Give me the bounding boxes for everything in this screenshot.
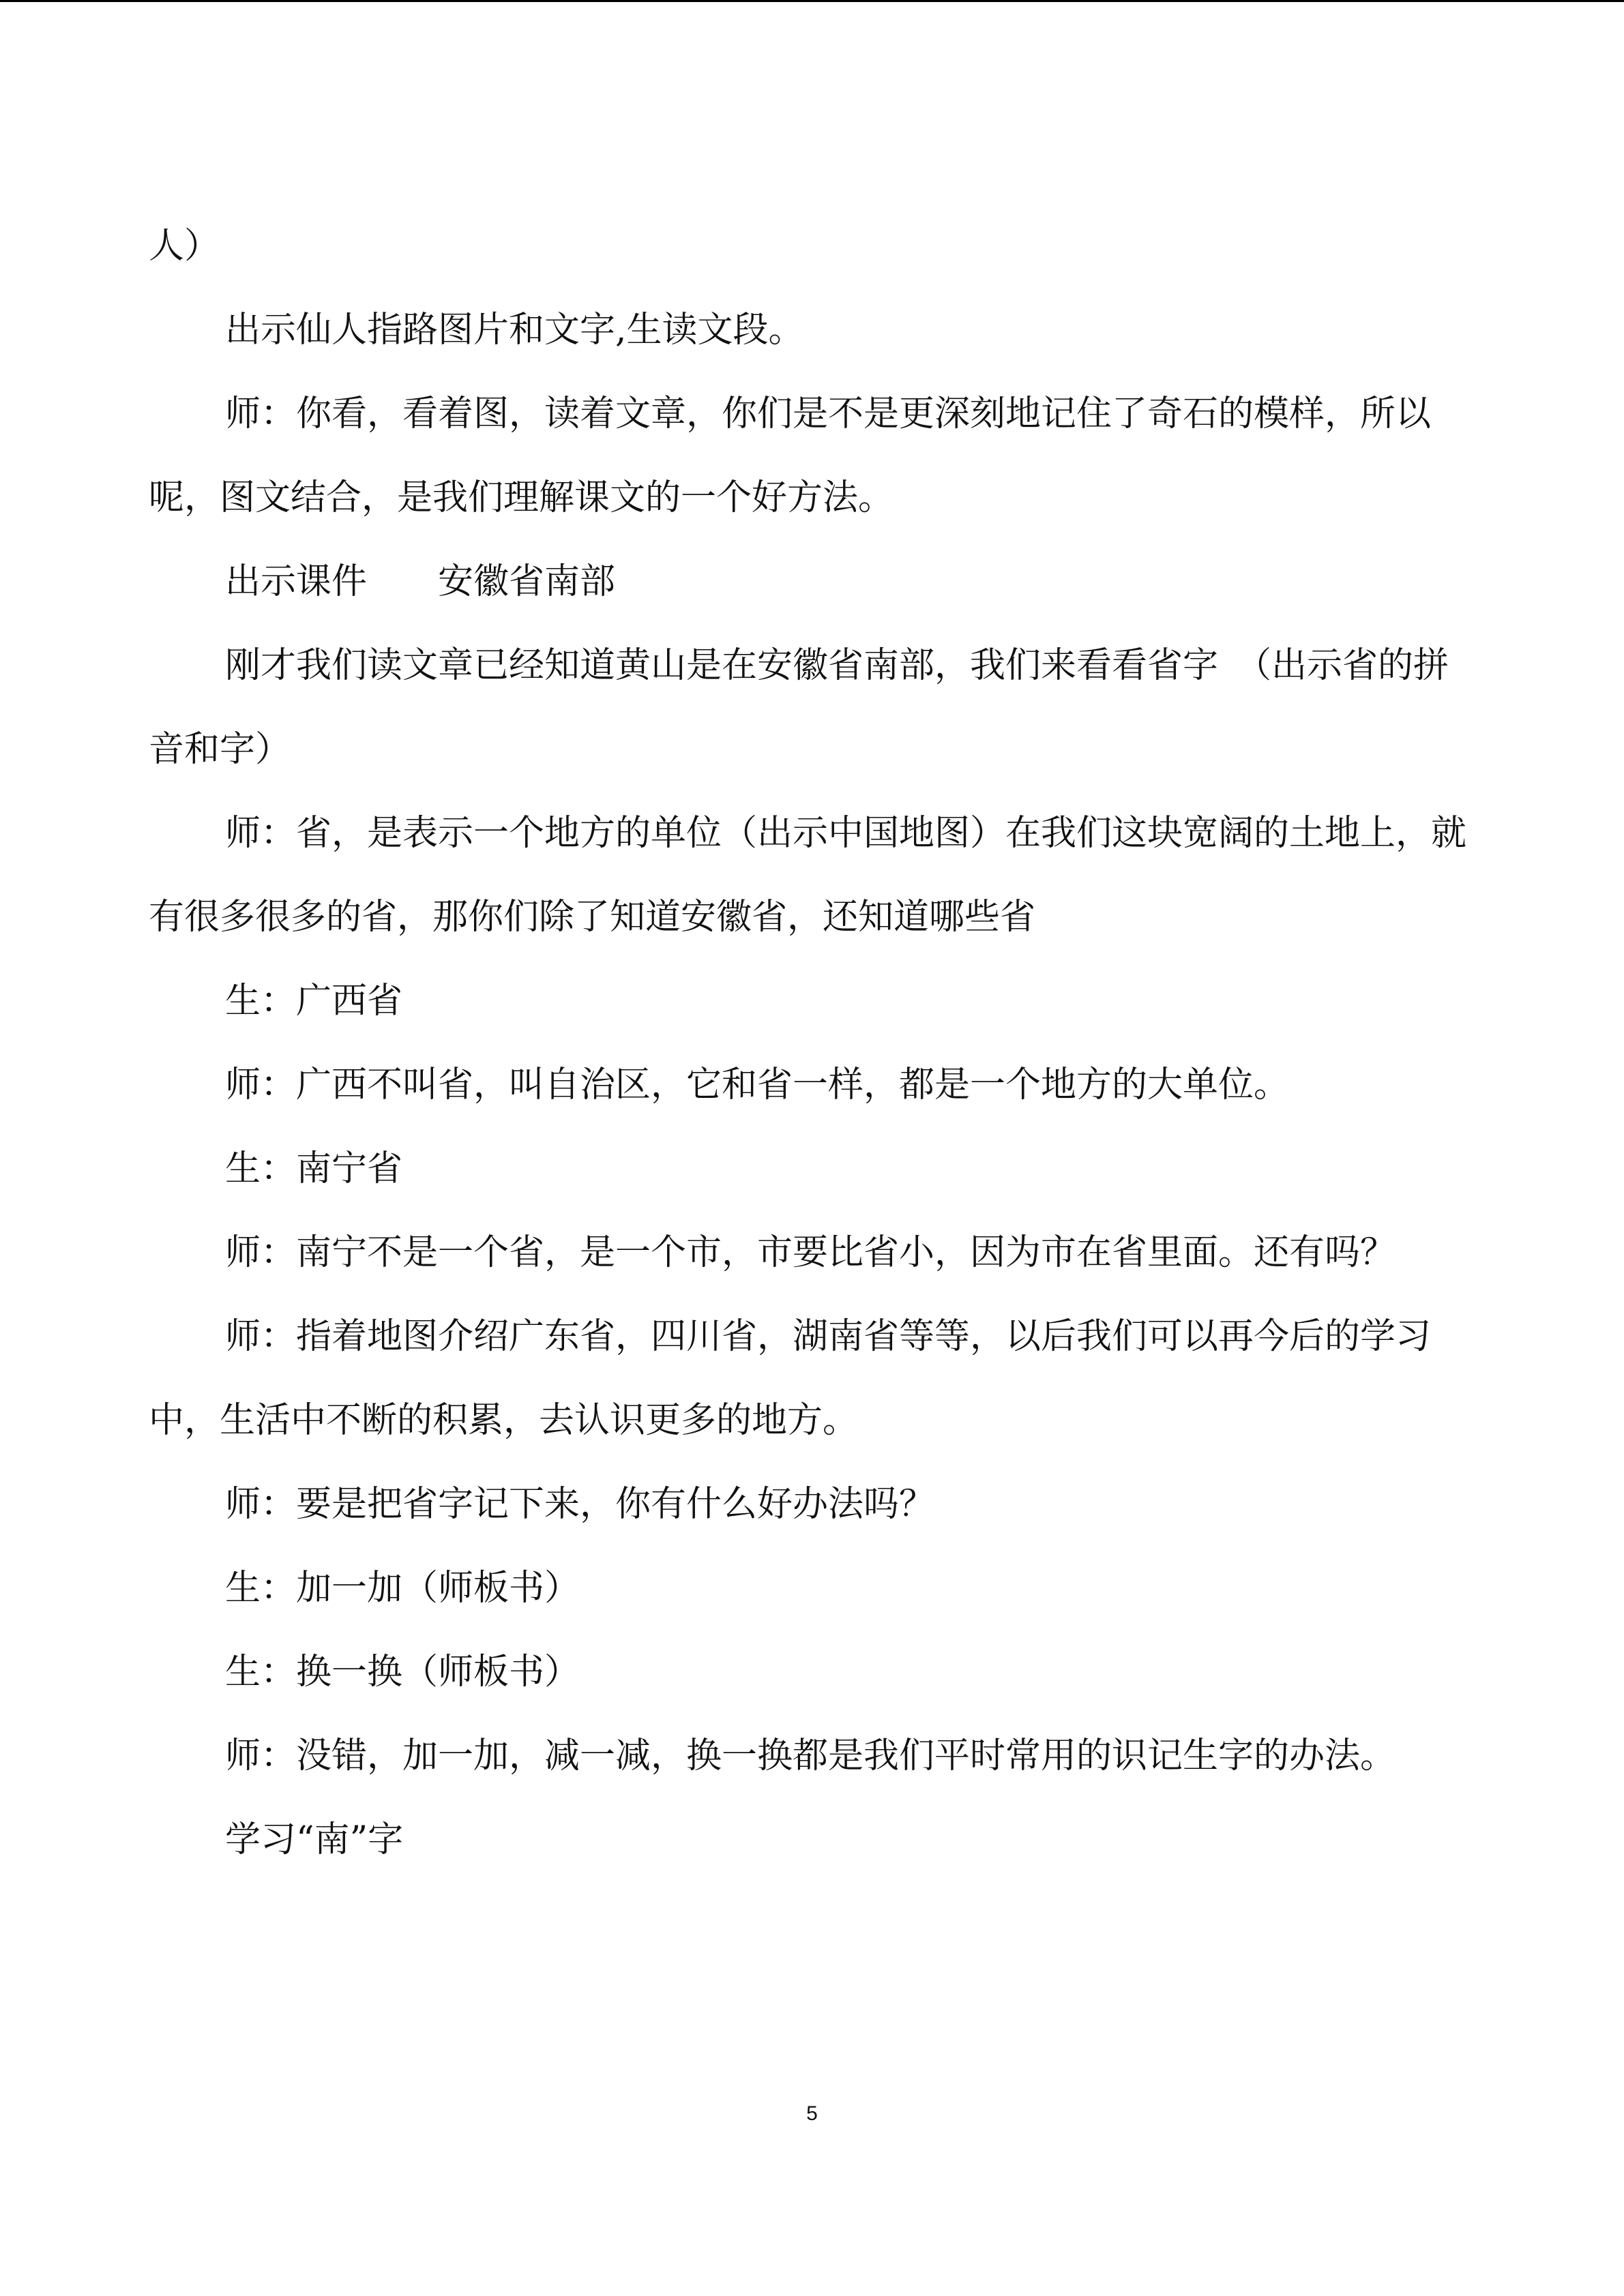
paragraph-continuation: 人） <box>149 226 220 267</box>
paragraph-student-change: 生：换一换（师板书） <box>225 1652 580 1693</box>
page-number: 5 <box>806 2102 818 2125</box>
paragraph-learn-nan: 学习“南”字 <box>225 1819 404 1860</box>
paragraph-teacher-method-question: 师：要是把省字记下来，你有什么好办法吗？ <box>225 1484 935 1525</box>
paragraph-student-guangxi: 生：广西省 <box>225 981 403 1022</box>
paragraph-teacher-province: 师：省，是表示一个地方的单位（出示中国地图）在我们这块宽阔的土地上，就有很多很多的省，那你们除了知道安徽省，还知道哪些省 <box>149 813 1467 938</box>
paragraph-teacher-guangxi: 师：广西不叫省，叫自治区，它和省一样，都是一个地方的大单位。 <box>225 1064 1290 1105</box>
paragraph-teacher-map: 师：指着地图介绍广东省，四川省，湖南省等等，以后我们可以再今后的学习中，生活中不断的积累，去认识更多的地方。 <box>149 1316 1432 1441</box>
paragraph-show-picture: 出示仙人指路图片和文字,生读文段。 <box>225 310 804 351</box>
paragraph-courseware: 出示课件 安徽省南部 <box>225 561 616 602</box>
top-border-line <box>0 0 1624 2</box>
paragraph-student-nanning: 生：南宁省 <box>225 1148 403 1189</box>
paragraph-teacher-nanning: 师：南宁不是一个省，是一个市，市要比省小，因为市在省里面。还有吗？ <box>225 1232 1396 1273</box>
paragraph-province-character: 刚才我们读文章已经知道黄山是在安徽省南部，我们来看看省字 （出示省的拼音和字） <box>149 645 1449 770</box>
document-body <box>149 205 1482 1882</box>
paragraph-teacher-summary: 师：没错，加一加，减一减，换一换都是我们平时常用的识记生字的办法。 <box>225 1735 1396 1776</box>
paragraph-student-add: 生：加一加（师板书） <box>225 1568 580 1609</box>
paragraph-teacher-picture-text: 师：你看，看着图，读着文章，你们是不是更深刻地记住了奇石的模样，所以呢，图文结合，是我们理解课文的一个好方法。 <box>149 393 1432 518</box>
